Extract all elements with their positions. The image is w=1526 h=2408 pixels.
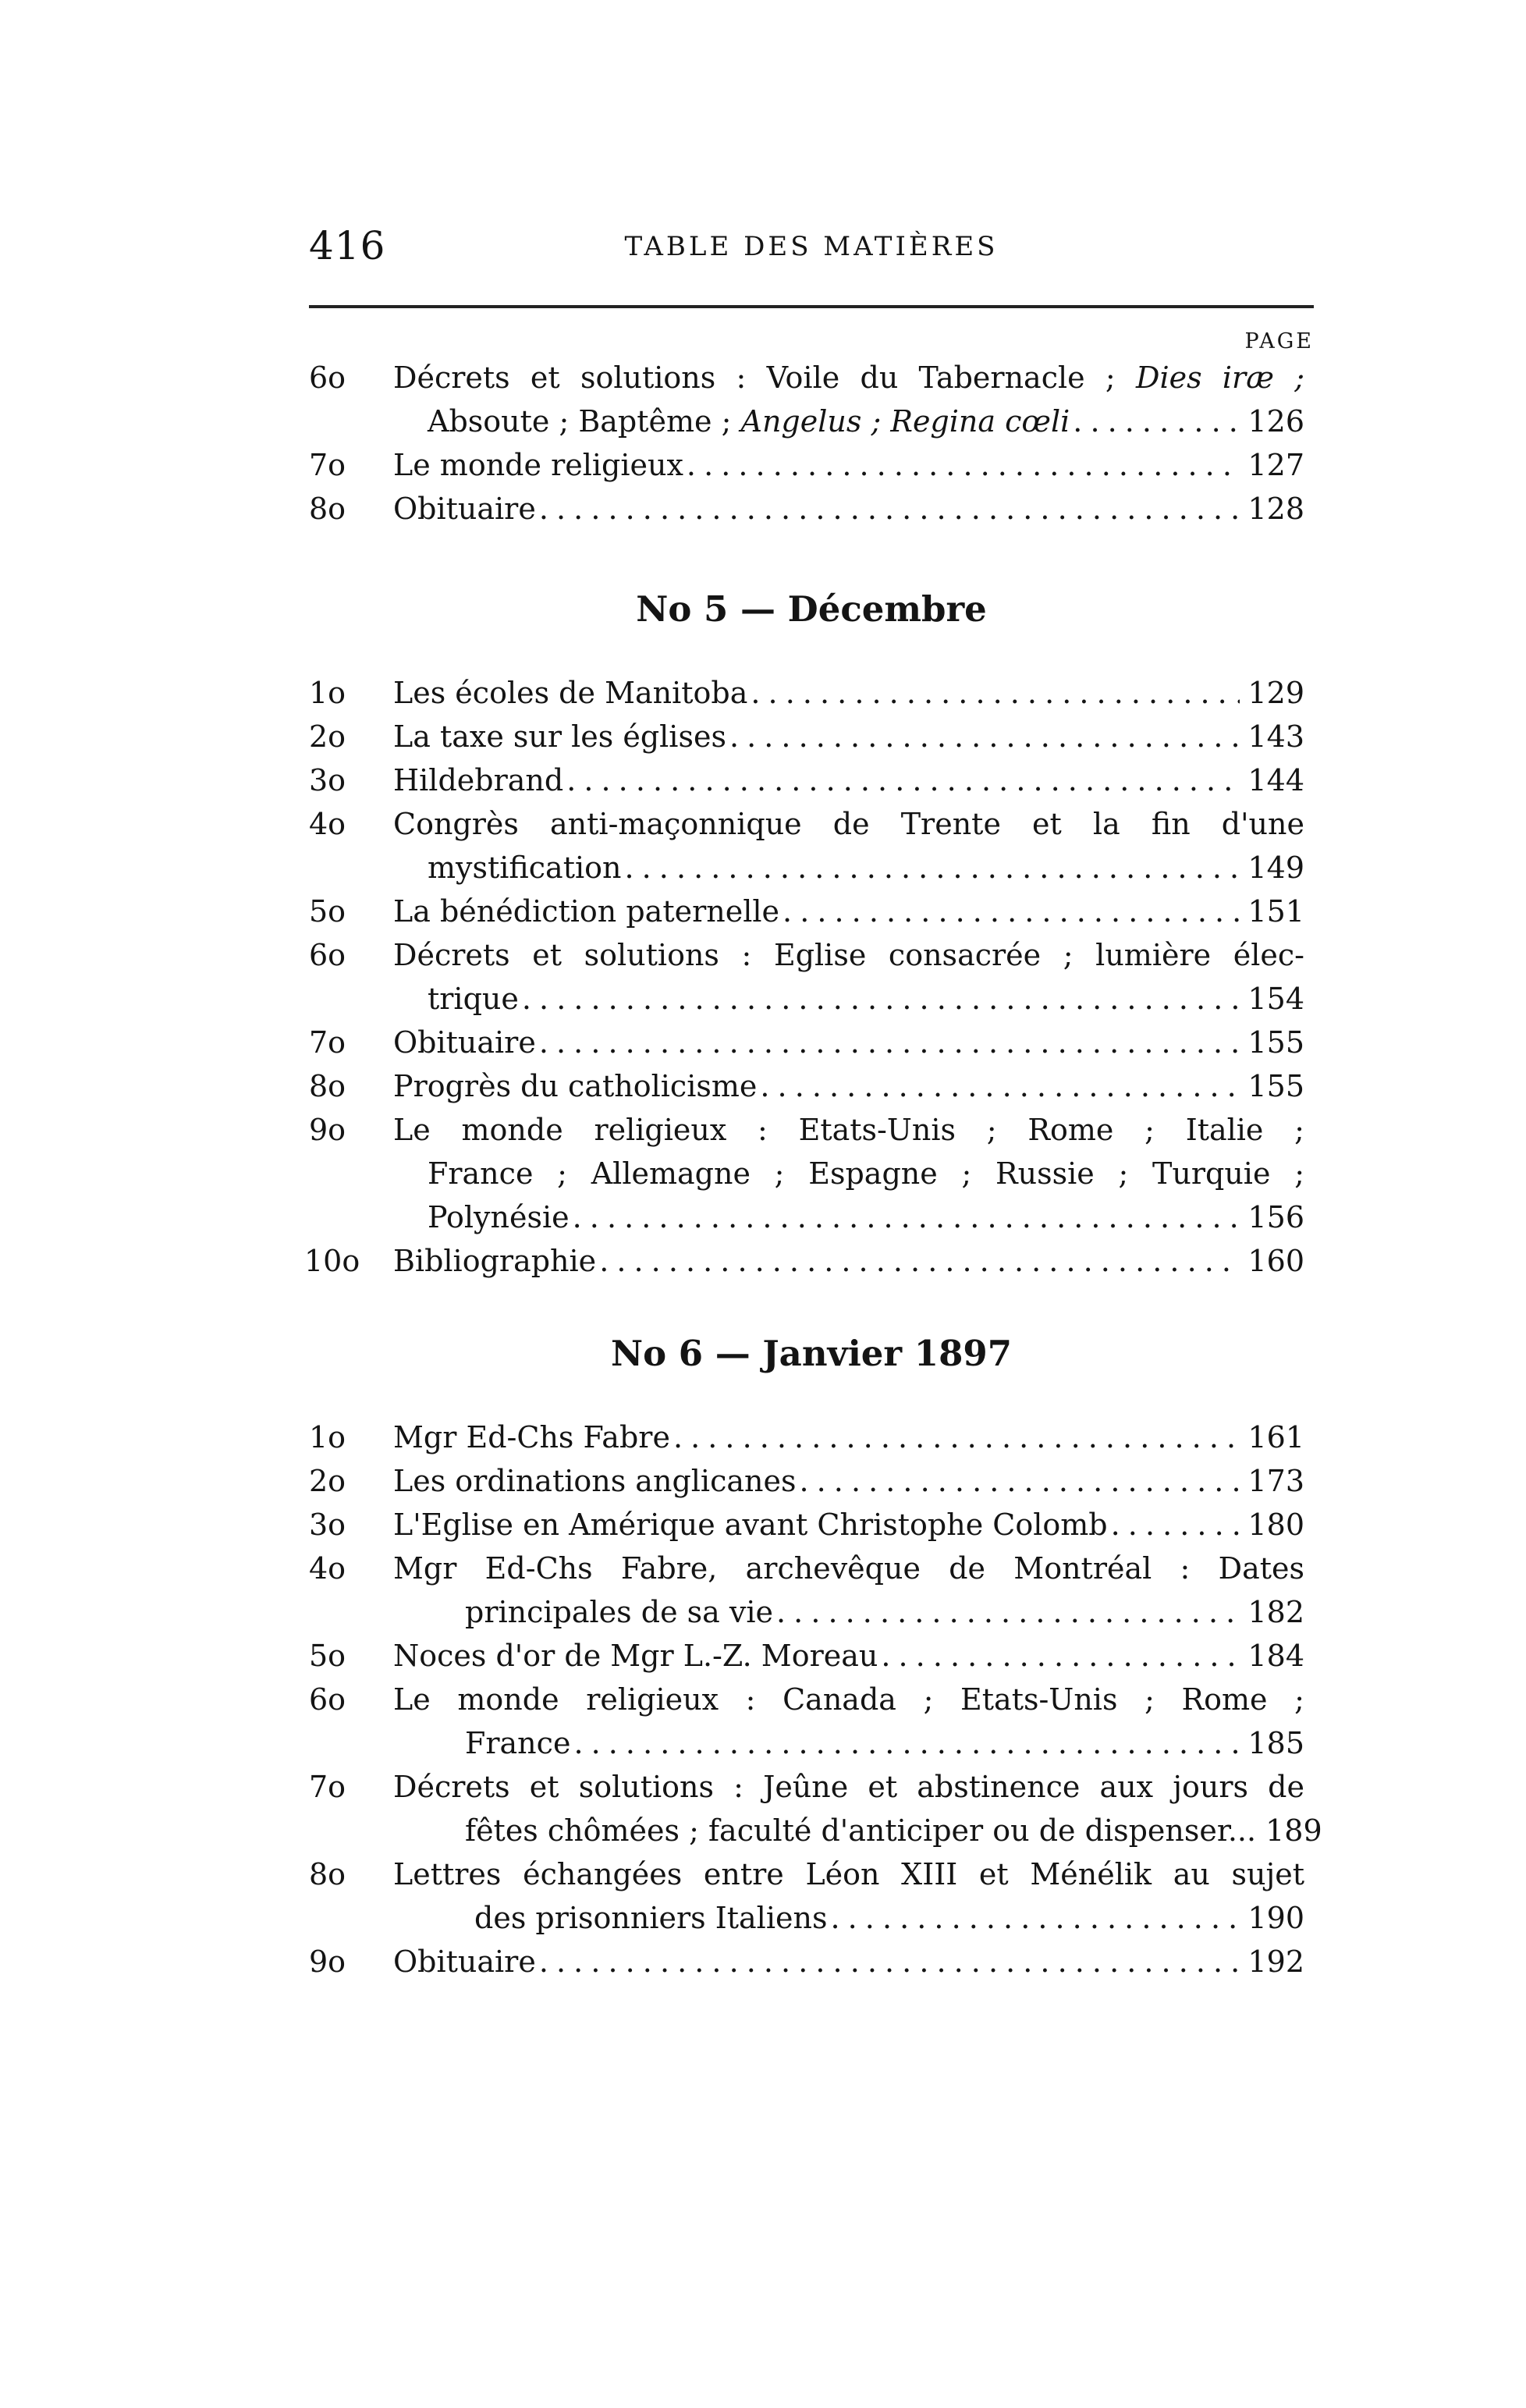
dot-leader — [776, 1590, 1240, 1634]
section-heading: No 6 — Janvier 1897 — [610, 1333, 1013, 1374]
entry-number: 8o — [309, 492, 346, 526]
entry-number: 7o — [309, 1770, 346, 1804]
toc-entry — [309, 356, 1323, 443]
entry-text-line — [393, 1503, 1304, 1547]
dot-leader — [573, 1721, 1240, 1765]
dot-leader — [783, 890, 1240, 933]
toc-entry — [309, 1852, 1323, 1940]
entry-page: 144 — [1247, 763, 1304, 797]
running-head — [309, 211, 1314, 273]
toc-section-continued — [309, 356, 1323, 531]
toc-entry — [309, 758, 1323, 802]
toc-entry — [309, 1547, 1323, 1634]
toc-entry — [309, 802, 1323, 890]
entry-text: La bénédiction paternelle — [393, 894, 780, 929]
toc-section-no6 — [309, 1311, 1323, 1984]
entry-text-middle: France ; Allemagne ; Espagne ; Russie ; Turquie ; — [428, 1156, 1304, 1191]
entry-number: 2o — [309, 719, 346, 754]
entry-text-line — [393, 890, 1304, 933]
toc-entry — [309, 1503, 1323, 1547]
entry-text-line — [393, 1634, 1304, 1678]
entry-text-last-italic: Angelus ; Regina cœli — [740, 404, 1070, 439]
entry-number: 5o — [309, 1639, 346, 1673]
entry-page: 149 — [1247, 851, 1304, 885]
running-title: TABLE DES MATIÈRES — [624, 231, 999, 262]
entry-text-first-italic: Dies iræ ; — [1136, 360, 1304, 395]
entry-number: 6o — [309, 938, 346, 972]
entry-text: Les écoles de Manitoba — [393, 676, 748, 710]
dot-leader — [522, 977, 1240, 1021]
entry-text-last — [428, 400, 1070, 443]
entry-text: La taxe sur les églises — [393, 719, 726, 754]
entry-text-last: trique — [428, 982, 519, 1016]
toc-section-no5 — [304, 566, 1323, 1283]
entry-page: 154 — [1247, 982, 1304, 1016]
entry-text-last: mystification — [428, 851, 622, 885]
entry-text-line-last — [428, 977, 1304, 1021]
entry-text: Hildebrand — [393, 763, 564, 797]
dot-leader — [673, 1415, 1240, 1459]
entry-page: 143 — [1247, 719, 1304, 754]
entry-text-last: fêtes chômées ; faculté d'anticiper ou de dispenser... — [465, 1813, 1257, 1848]
dot-leader — [566, 758, 1240, 802]
entry-number: 9o — [309, 1113, 346, 1147]
entry-text-line — [393, 1459, 1304, 1503]
entry-text-first: Mgr Ed-Chs Fabre, archevêque de Montréal : Dates — [393, 1551, 1304, 1586]
entry-text: L'Eglise en Amérique avant Christophe Colomb — [393, 1508, 1108, 1542]
entry-number: 2o — [309, 1464, 346, 1498]
entry-text-line — [393, 671, 1304, 715]
dot-leader — [573, 1195, 1240, 1239]
dot-leader — [729, 715, 1240, 758]
entry-text: Les ordinations anglicanes — [393, 1464, 797, 1498]
entry-text: Obituaire — [393, 492, 536, 526]
toc-entry — [309, 671, 1323, 715]
entry-page: 184 — [1247, 1639, 1304, 1673]
entry-text-last: Polynésie — [428, 1200, 570, 1234]
entry-text-line-last — [428, 400, 1304, 443]
entry-number: 9o — [309, 1945, 346, 1979]
entry-text-line-last — [465, 1721, 1304, 1765]
entry-text-line — [393, 758, 1304, 802]
toc-entry — [309, 1940, 1323, 1984]
entry-page: 173 — [1247, 1464, 1304, 1498]
entry-text-line — [393, 443, 1304, 487]
entry-text-first: Le monde religieux : Etats-Unis ; Rome ; Italie ; — [393, 1113, 1304, 1147]
entry-number: 1o — [309, 676, 346, 710]
entry-number: 10o — [304, 1244, 360, 1278]
entry-text-line-last — [428, 1195, 1304, 1239]
dot-leader — [1111, 1503, 1240, 1547]
entry-number: 3o — [309, 763, 346, 797]
toc-entry — [309, 1634, 1323, 1678]
entry-text: Obituaire — [393, 1945, 536, 1979]
entry-page: 127 — [1247, 448, 1304, 482]
entry-text: Noces d'or de Mgr L.-Z. Moreau — [393, 1639, 878, 1673]
entry-text-first: Le monde religieux : Canada ; Etats-Unis ; Rome ; — [393, 1682, 1304, 1717]
entry-number: 6o — [309, 360, 346, 395]
toc-entry — [309, 487, 1323, 531]
dot-leader — [624, 846, 1240, 890]
entry-text-line — [393, 356, 1304, 400]
dot-leader — [687, 443, 1240, 487]
entry-page: 190 — [1247, 1901, 1304, 1935]
entry-page: 155 — [1247, 1025, 1304, 1060]
entry-text-last-plain: Absoute ; Baptême ; — [428, 404, 732, 439]
entry-page: 180 — [1247, 1508, 1304, 1542]
entry-page: 156 — [1247, 1200, 1304, 1234]
toc-entry — [309, 1459, 1323, 1503]
entry-page: 192 — [1247, 1945, 1304, 1979]
toc-entry — [309, 1415, 1323, 1459]
entry-text: Obituaire — [393, 1025, 536, 1060]
dot-leader — [799, 1459, 1240, 1503]
entry-page: 126 — [1247, 404, 1304, 439]
toc-entry — [309, 1678, 1323, 1765]
entry-text-line-last — [465, 1590, 1304, 1634]
header-rule — [309, 305, 1314, 308]
entry-text-first: Décrets et solutions : Voile du Tabernacle ; — [393, 360, 1116, 395]
dot-leader — [830, 1896, 1240, 1940]
entry-number: 7o — [309, 1025, 346, 1060]
entry-text-line-last — [474, 1896, 1304, 1940]
entry-page: 129 — [1247, 676, 1304, 710]
toc-entry — [309, 1064, 1323, 1108]
entry-page: 128 — [1247, 492, 1304, 526]
dot-leader — [539, 1021, 1240, 1064]
entry-page: 155 — [1247, 1069, 1304, 1103]
entry-text: Bibliographie — [393, 1244, 597, 1278]
entry-number: 4o — [309, 807, 346, 841]
page-number: 416 — [309, 223, 386, 268]
entry-number: 7o — [309, 448, 346, 482]
entry-text-first: Décrets et solutions : Eglise consacrée ; lumière élec- — [393, 938, 1304, 972]
entry-number: 1o — [309, 1420, 346, 1454]
entry-text-line — [393, 715, 1304, 758]
entry-text-line — [393, 1415, 1304, 1459]
toc-entry — [309, 1108, 1323, 1239]
entry-page: 182 — [1247, 1595, 1304, 1629]
dot-leader — [539, 1940, 1240, 1984]
dot-leader — [881, 1634, 1240, 1678]
dot-leader — [751, 671, 1240, 715]
toc-entry — [309, 1765, 1323, 1852]
toc-entry — [309, 890, 1323, 933]
entry-page: 161 — [1247, 1420, 1304, 1454]
entry-page: 160 — [1247, 1244, 1304, 1278]
dot-leader — [760, 1064, 1240, 1108]
entry-text-line — [393, 1239, 1304, 1283]
entry-text-last: France — [465, 1726, 571, 1760]
toc-entry — [309, 933, 1323, 1021]
toc-entry — [309, 1021, 1323, 1064]
entry-text: Mgr Ed-Chs Fabre — [393, 1420, 670, 1454]
entry-number: 8o — [309, 1069, 346, 1103]
toc-entry — [304, 1239, 1323, 1283]
dot-leader — [599, 1239, 1240, 1283]
entry-text-last: des prisonniers Italiens — [474, 1901, 828, 1935]
entry-text-line — [393, 1021, 1304, 1064]
entry-number: 8o — [309, 1857, 346, 1891]
entry-page: 185 — [1247, 1726, 1304, 1760]
entry-page: 151 — [1247, 894, 1304, 929]
entry-page: 189 — [1265, 1813, 1322, 1848]
entry-text-last: principales de sa vie — [465, 1595, 773, 1629]
entry-number: 3o — [309, 1508, 346, 1542]
dot-leader — [539, 487, 1240, 531]
dot-leader — [1073, 400, 1240, 443]
entry-text-line-last — [428, 846, 1304, 890]
entry-text-line — [393, 1064, 1304, 1108]
entry-text: Progrès du catholicisme — [393, 1069, 758, 1103]
toc-entry — [309, 443, 1323, 487]
entry-text-line-last — [465, 1809, 1322, 1852]
page-column-label: PAGE — [1244, 329, 1314, 353]
section-heading: No 5 — Décembre — [636, 588, 987, 630]
entry-text-line — [393, 1940, 1304, 1984]
entry-number: 4o — [309, 1551, 346, 1586]
entry-number: 6o — [309, 1682, 346, 1717]
entry-number: 5o — [309, 894, 346, 929]
entry-text-line — [393, 487, 1304, 531]
toc-entry — [309, 715, 1323, 758]
entry-text-first: Congrès anti-maçonnique de Trente et la fin d'une — [393, 807, 1304, 841]
entry-text-first: Décrets et solutions : Jeûne et abstinence aux jours de — [393, 1770, 1304, 1804]
entry-text-first: Lettres échangées entre Léon XIII et Ménélik au sujet — [393, 1857, 1304, 1891]
entry-text: Le monde religieux — [393, 448, 683, 482]
